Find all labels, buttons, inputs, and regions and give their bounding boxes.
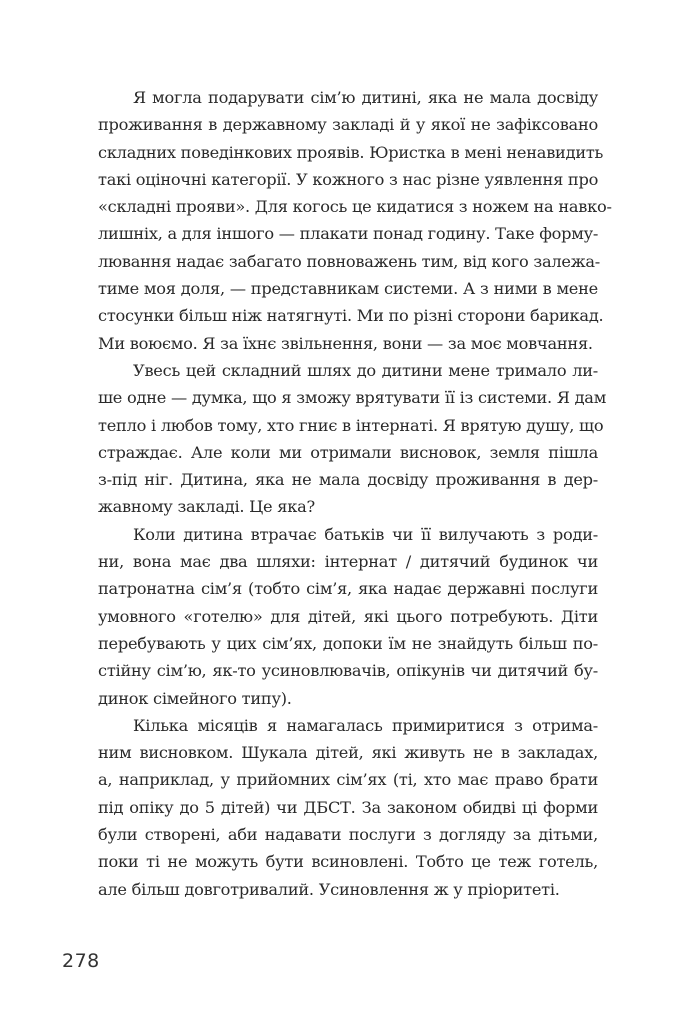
text-line: з-під ніг. Дитина, яка не мала досвіду проживання в дер- — [98, 470, 598, 490]
text-line: Кілька місяців я намагалась примиритися з отрима- — [133, 715, 598, 735]
text-line: стійну сім’ю, як-то усиновлювачів, опікунів чи дитячий бу- — [98, 661, 598, 681]
text-line: страждає. Але коли ми отримали висновок, земля пішла — [98, 442, 598, 462]
text-line: Увесь цей складний шлях до дитини мене тримало ли- — [133, 360, 598, 380]
text-line: «складні прояви». Для когось це кидатися з ножем на навко- — [98, 197, 612, 217]
paragraph-2 — [98, 357, 607, 521]
text-line: жавному закладі. Це яка? — [98, 497, 315, 517]
text-line: проживання в державному закладі й у якої не зафіксовано — [98, 115, 598, 135]
text-line: динок сімейного типу). — [98, 688, 292, 708]
page-number: 278 — [62, 950, 100, 972]
text-line: але більш довготривалий. Усиновлення ж у пріоритеті. — [98, 879, 560, 899]
paragraph-1 — [98, 84, 612, 357]
text-line: поки ті не можуть бути всиновлені. Тобто це теж готель, — [98, 852, 598, 872]
text-line: ше одне — думка, що я зможу врятувати її із системи. Я дам — [98, 388, 607, 408]
text-line: лишніх, а для іншого — плакати понад годину. Таке форму- — [98, 224, 599, 244]
text-line: лювання надає забагато повноважень тим, від кого залежа- — [98, 251, 600, 271]
text-line: Ми воюємо. Я за їхнє звільнення, вони — за моє мовчання. — [98, 333, 593, 353]
text-line: тепло і любов тому, хто гниє в інтернаті. Я врятую душу, що — [98, 415, 604, 435]
text-line: патронатна сім’я (тобто сім’я, яка надає державні послуги — [98, 579, 598, 599]
text-line: ни, вона має два шляхи: інтернат / дитячий будинок чи — [98, 552, 598, 572]
text-line: ним висновком. Шукала дітей, які живуть не в закладах, — [98, 743, 598, 763]
text-line: такі оціночні категорії. У кожного з нас різне уявлення про — [98, 169, 599, 189]
text-line: Коли дитина втрачає батьків чи її вилучають з роди- — [133, 524, 598, 544]
text-line: тиме моя доля, — представникам системи. А з ними в мене — [98, 279, 598, 299]
paragraph-4 — [98, 712, 598, 903]
text-line: умовного «готелю» для дітей, які цього потребують. Діти — [98, 606, 598, 626]
text-line: стосунки більш ніж натягнуті. Ми по різні сторони барикад. — [98, 306, 604, 326]
text-line: Я могла подарувати сім’ю дитині, яка не мала досвіду — [133, 88, 598, 107]
body-text — [98, 84, 612, 903]
text-line: перебувають у цих сім’ях, допоки їм не знайдуть більш по- — [98, 633, 598, 653]
text-line: а, наприклад, у прийомних сім’ях (ті, хто має право брати — [98, 770, 598, 790]
text-line: під опіку до 5 дітей) чи ДБСТ. За законом обидві ці форми — [98, 797, 598, 817]
paragraph-3 — [98, 521, 598, 712]
text-line: складних поведінкових проявів. Юристка в мені ненавидить — [98, 142, 604, 162]
text-line: були створені, аби надавати послуги з догляду за дітьми, — [98, 825, 598, 845]
